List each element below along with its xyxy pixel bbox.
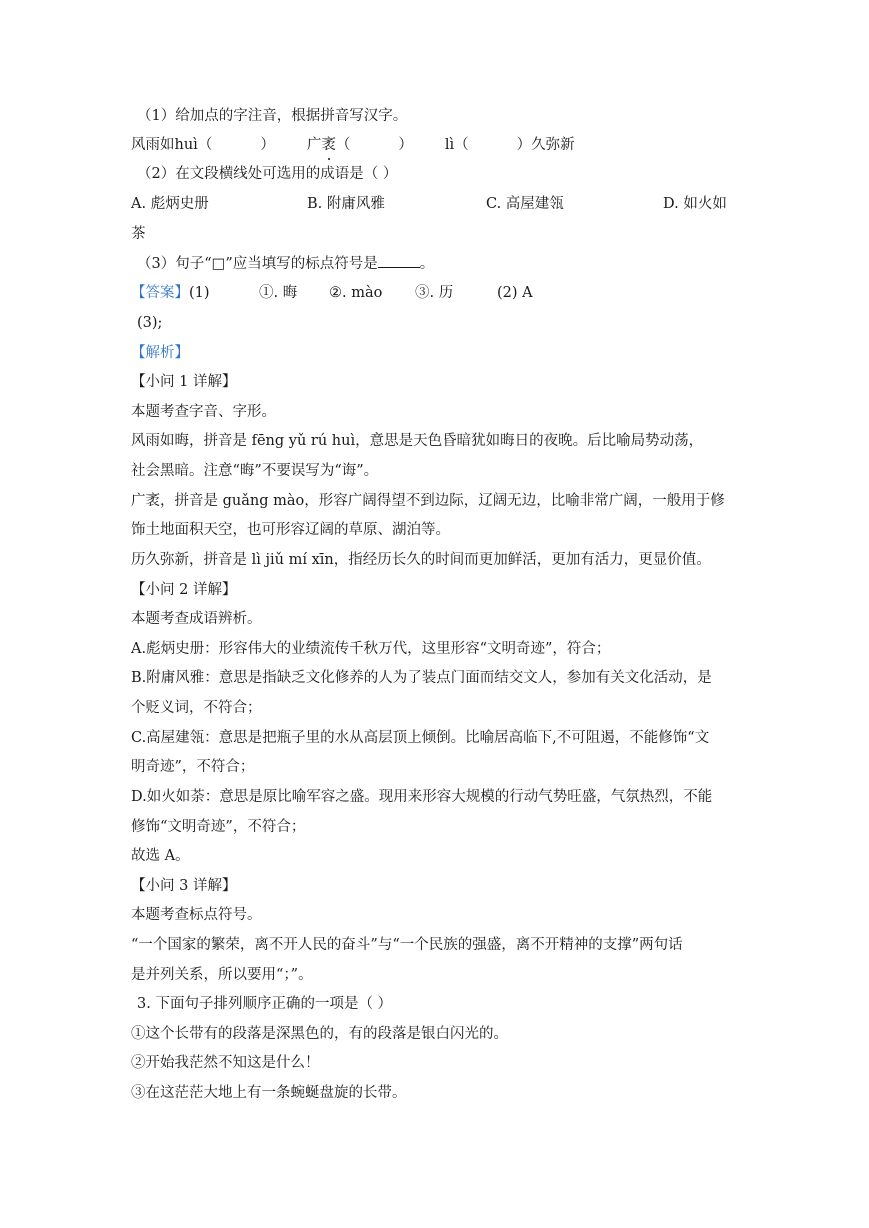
paragraph-line: 风雨如晦，拼音是 fēng yǔ rú huì，意思是天色昏暗犹如晦日的夜晚。后比喻局势动荡， xyxy=(131,433,704,449)
sentence-1: ①这个长带有的段落是深黑色的，有的段落是银白闪光的。 xyxy=(131,1026,508,1042)
section-3-heading: 【小问 3 详解】 xyxy=(131,878,237,894)
option-b: B. 附庸风雅 xyxy=(307,196,385,212)
section-1-heading: 【小问 1 详解】 xyxy=(131,374,237,390)
paragraph-line: 饰土地面积天空，也可形容辽阔的草原、湖泊等。 xyxy=(131,522,450,538)
sub-question-3-text: （3）句子“□”应当填写的标点符号是 xyxy=(137,256,378,272)
answer-part-1-label: (1) xyxy=(189,285,210,301)
item-b-close: ） xyxy=(398,137,413,153)
sub-question-3-title xyxy=(137,252,434,276)
item-c-suffix: ）久弥新 xyxy=(516,137,575,153)
paragraph-line: 本题考查字音、字形。 xyxy=(131,404,276,420)
paragraph-line: 明奇迹”，不符合； xyxy=(131,759,255,775)
sub-question-1-items xyxy=(131,133,575,157)
dotted-character: 袤 xyxy=(321,133,336,157)
paragraph-line: 广袤，拼音是 guǎng mào，形容广阔得望不到边际，辽阔无边，比喻非常广阔，一般用于修 xyxy=(131,493,725,509)
paragraph-line: B.附庸风雅：意思是指缺乏文化修养的人为了装点门面而结交文人，参加有关文化活动，是 xyxy=(131,670,712,686)
sentence-2: ②开始我茫然不知这是什么！ xyxy=(131,1055,320,1071)
paragraph-line: 历久弥新，拼音是 lì jiǔ mí xīn，指经历长久的时间而更加鲜活，更加有活力，更显价值。 xyxy=(131,552,711,568)
paragraph-line: D.如火如荼：意思是原比喻军容之盛。现用来形容大规模的行动气势旺盛，气氛热烈，不能 xyxy=(131,789,713,805)
sub-question-1-title: （1）给加点的字注音，根据拼音写汉字。 xyxy=(137,108,408,124)
option-c: C. 高屋建瓴 xyxy=(486,196,564,212)
paragraph-line: A.彪炳史册：形容伟大的业绩流传千秋万代，这里形容“文明奇迹”，符合； xyxy=(131,641,611,657)
option-d: D. 如火如 xyxy=(663,196,727,212)
sub-question-2-options xyxy=(131,192,741,216)
sub-question-2-title: （2）在文段横线处可选用的成语是（ ） xyxy=(137,166,398,182)
answer-line xyxy=(131,281,731,305)
paragraph-line: 本题考查标点符号。 xyxy=(131,907,262,923)
answer-1-2: ②. mào xyxy=(329,285,383,301)
item-c-prefix: lì（ xyxy=(444,137,469,153)
option-d-continued: 茶 xyxy=(131,226,146,242)
paragraph-line: 本题考查成语辨析。 xyxy=(131,611,262,627)
paragraph-line: 社会黑暗。注意“晦”不要误写为“诲”。 xyxy=(131,463,379,479)
paragraph-line: C.高屋建瓴：意思是把瓶子里的水从高层顶上倾倒。比喻居高临下,不可阻遏，不能修饰“文 xyxy=(131,730,710,746)
answer-blank xyxy=(378,253,420,268)
item-a-prefix: 风雨如huì（ xyxy=(131,137,213,153)
item-a-suffix: ） xyxy=(260,137,275,153)
answer-1-3: ③. 历 xyxy=(415,285,454,301)
item-b-prefix: 广 xyxy=(306,137,322,153)
item-b-open: （ xyxy=(335,137,351,153)
sub-question-3-end: 。 xyxy=(419,256,435,272)
sentence-3: ③在这茫茫大地上有一条蜿蜒盘旋的长带。 xyxy=(131,1085,407,1101)
paragraph-line: “一个国家的繁荣，离不开人民的奋斗”与“一个民族的强盛，离不开精神的支撑”两句话 xyxy=(131,937,683,953)
section-2-heading: 【小问 2 详解】 xyxy=(131,582,237,598)
paragraph-line: 个贬义词，不符合； xyxy=(131,700,262,716)
answer-1-1: ①. 晦 xyxy=(259,285,298,301)
option-a: A. 彪炳史册 xyxy=(131,196,209,212)
answer-part-2: (2) A xyxy=(497,285,533,301)
paragraph-line: 是并列关系，所以要用“；”。 xyxy=(131,967,313,983)
paragraph-line: 故选 A。 xyxy=(131,848,190,864)
question-3-title: 3. 下面句子排列顺序正确的一项是（ ） xyxy=(137,996,393,1012)
answer-tag: 【答案】 xyxy=(131,285,189,301)
paragraph-line: 修饰“文明奇迹”，不符合； xyxy=(131,819,306,835)
answer-part-3: (3); xyxy=(137,315,163,331)
analysis-tag: 【解析】 xyxy=(131,345,189,361)
